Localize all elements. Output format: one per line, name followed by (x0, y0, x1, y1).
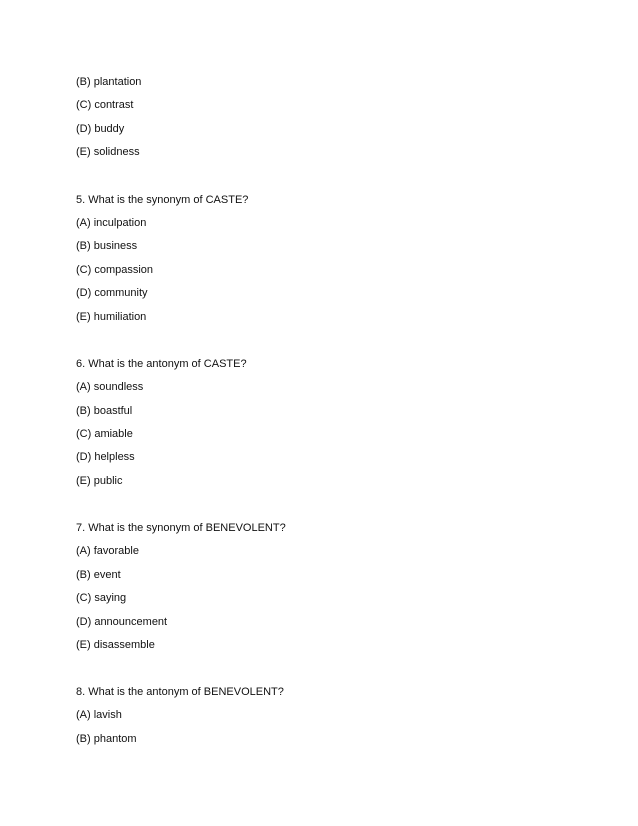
option-q7-c: (C) saying (76, 592, 127, 604)
question-6: 6. What is the antonym of CASTE? (76, 358, 247, 370)
option-q6-a: (A) soundless (76, 381, 144, 393)
question-5: 5. What is the synonym of CASTE? (76, 194, 249, 206)
option-q5-c: (C) compassion (76, 264, 154, 276)
option-q8-b: (B) phantom (76, 733, 137, 745)
option-q8-a: (A) lavish (76, 709, 122, 721)
option-q6-e: (E) public (76, 475, 123, 487)
option-q6-c: (C) amiable (76, 428, 133, 440)
option-q4-d: (D) buddy (76, 123, 125, 135)
option-q7-e: (E) disassemble (76, 639, 155, 651)
option-q6-d: (D) helpless (76, 451, 135, 463)
option-q5-e: (E) humiliation (76, 311, 147, 323)
option-q4-c: (C) contrast (76, 99, 134, 111)
option-q6-b: (B) boastful (76, 405, 133, 417)
option-q4-e: (E) solidness (76, 146, 140, 158)
option-q5-a: (A) inculpation (76, 217, 147, 229)
option-q4-b: (B) plantation (76, 76, 142, 88)
question-8: 8. What is the antonym of BENEVOLENT? (76, 686, 284, 698)
option-q7-d: (D) announcement (76, 616, 168, 628)
option-q7-b: (B) event (76, 569, 121, 581)
option-q5-b: (B) business (76, 240, 138, 252)
option-q7-a: (A) favorable (76, 545, 139, 557)
option-q5-d: (D) community (76, 287, 148, 299)
question-7: 7. What is the synonym of BENEVOLENT? (76, 522, 286, 534)
